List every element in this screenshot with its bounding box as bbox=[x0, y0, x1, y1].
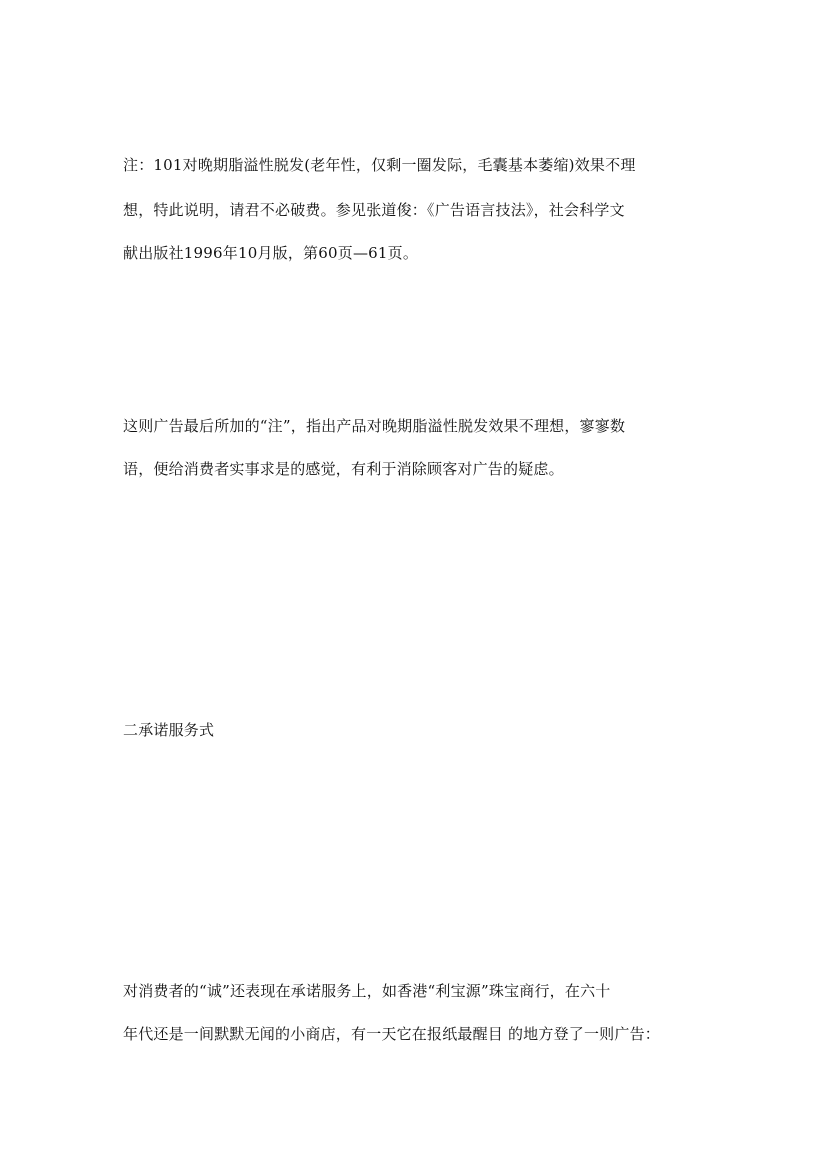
note-line-3: 献出版社1996年10月版，第60页—61页。 bbox=[123, 244, 419, 262]
paragraph-1-line-1: 这则广告最后所加的“注”，指出产品对晚期脂溢性脱发效果不理想，寥寥数 bbox=[123, 417, 626, 435]
section-heading: 二承诺服务式 bbox=[123, 721, 215, 739]
note-line-2: 想，特此说明，请君不必破费。参见张道俊：《广告语言技法》，社会科学文 bbox=[123, 201, 625, 219]
paragraph-2-line-2: 年代还是一间默默无闻的小商店，有一天它在报纸最醒目 的地方登了一则广告： bbox=[123, 1025, 660, 1043]
paragraph-2-line-1: 对消费者的“诚”还表现在承诺服务上，如香港“利宝源”珠宝商行，在六十 bbox=[123, 982, 611, 1000]
note-line-1: 注：101对晚期脂溢性脱发(老年性，仅剩一圈发际，毛囊基本萎缩)效果不理 bbox=[123, 156, 636, 174]
paragraph-1-line-2: 语，便给消费者实事求是的感觉，有利于消除顾客对广告的疑虑。 bbox=[123, 460, 564, 478]
